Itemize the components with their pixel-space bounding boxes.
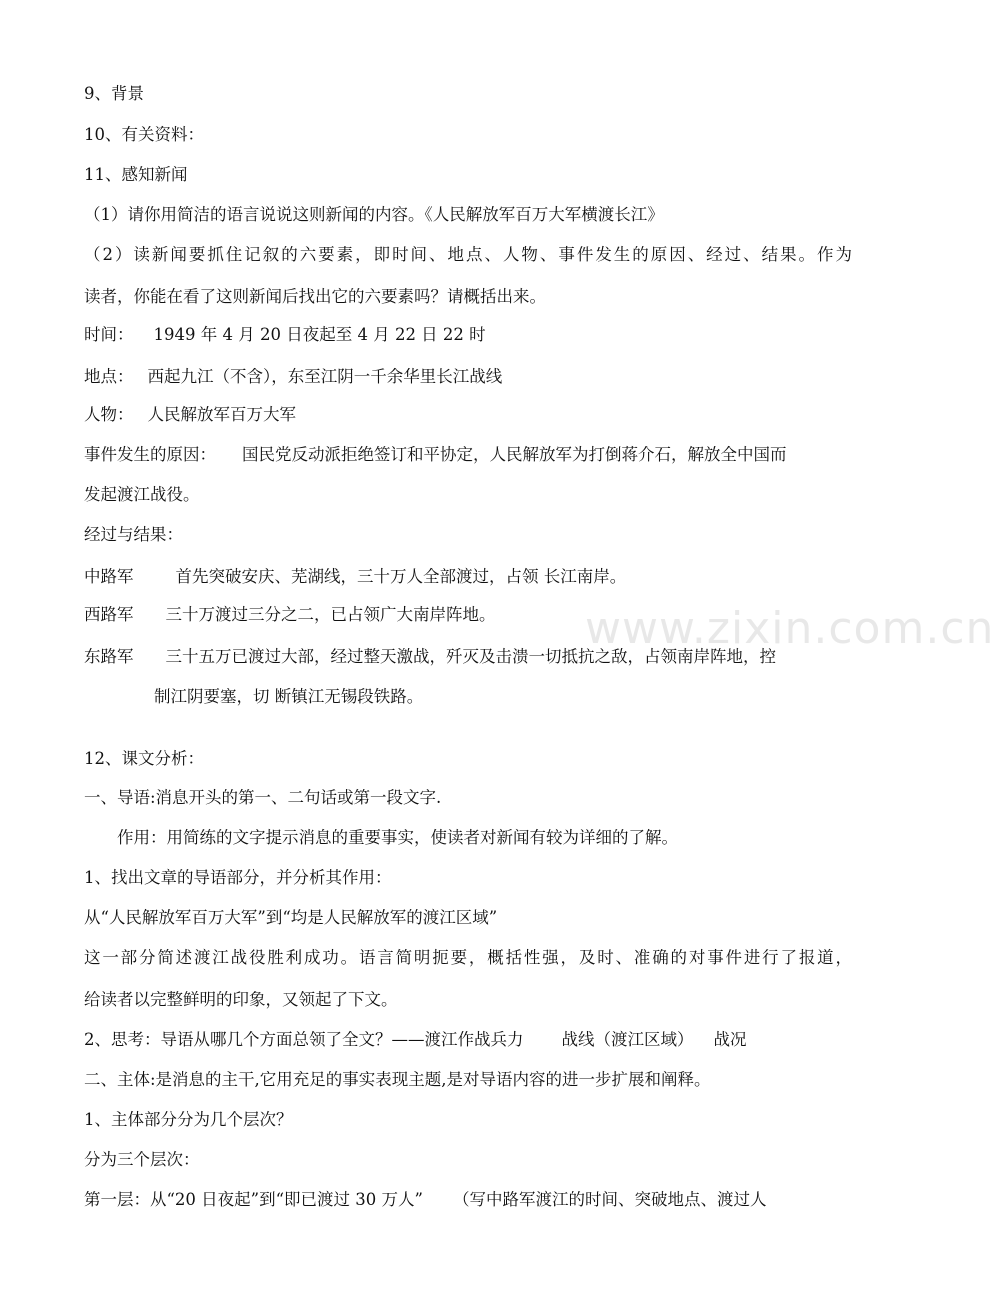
think-question-status: 战况 <box>713 1030 747 1049</box>
body-levels-question: 1、主体部分分为几个层次？ <box>84 1110 293 1129</box>
lead-definition: 一、导语:消息开头的第一、二句话或第一段文字. <box>84 788 442 807</box>
watermark: www.zixin.com.cn <box>585 603 994 654</box>
first-level-range: 第一层：从“20 日夜起”到“即已渡过 30 万人” <box>84 1190 423 1209</box>
task-find-lead: 1、找出文章的导语部分，并分析其作用： <box>84 868 392 887</box>
eastern-army-label: 东路军 <box>84 647 134 666</box>
heading-text-analysis: 12、课文分析： <box>84 749 204 768</box>
body-levels-answer: 分为三个层次： <box>84 1150 200 1169</box>
central-army-label: 中路军 <box>84 567 134 586</box>
lead-function: 作用：用简练的文字提示消息的重要事实，使读者对新闻有较为详细的了解。 <box>117 828 678 847</box>
people-row <box>84 405 296 425</box>
cause-label: 事件发生的原因： <box>84 445 216 464</box>
place-text: 西起九江（不含），东至江阴一千余华里长江战线 <box>147 367 503 386</box>
question-1: （1）请你用简洁的语言说说这则新闻的内容。《人民解放军百万大军横渡长江》 <box>84 205 664 224</box>
eastern-army-text: 三十五万已渡过大部，经过整天激战，歼灭及击溃一切抵抗之敌，占领南岸阵地，控 <box>165 647 776 666</box>
central-army-text: 首先突破安庆、芜湖线，三十万人全部渡过，占领 长江南岸。 <box>175 567 627 586</box>
lead-analysis-line-2: 给读者以完整鲜明的印象，又领起了下文。 <box>84 990 398 1009</box>
eastern-army-continued: 制江阴要塞，切 断镇江无锡段铁路。 <box>154 687 424 706</box>
central-army-row <box>84 567 626 587</box>
first-level-note: （写中路军渡江的时间、突破地点、渡过人 <box>452 1190 767 1209</box>
heading-background: 9、背景 <box>84 84 144 103</box>
heading-perceive-news: 11、感知新闻 <box>84 165 188 184</box>
western-army-row <box>84 605 496 625</box>
lead-analysis-line-1: 这一部分简述渡江战役胜利成功。语言简明扼要，概括性强，及时、准确的对事件进行了报道， <box>84 948 852 967</box>
question-2-line-1: （2）读新闻要抓住记叙的六要素，即时间、地点、人物、事件发生的原因、经过、结果。作为 <box>84 245 852 264</box>
first-level-row <box>84 1190 766 1210</box>
people-text: 人民解放军百万大军 <box>147 405 296 424</box>
western-army-text: 三十万渡过三分之二，已占领广大南岸阵地。 <box>165 605 496 624</box>
cause-row <box>84 445 787 465</box>
western-army-label: 西路军 <box>84 605 134 624</box>
time-text: 1949 年 4 月 20 日夜起至 4 月 22 日 22 时 <box>153 325 486 344</box>
lead-range: 从“人民解放军百万大军”到“均是人民解放军的渡江区域” <box>84 908 498 927</box>
time-label: 时间： <box>84 325 134 344</box>
time-row <box>84 325 486 345</box>
eastern-army-row <box>84 647 776 667</box>
question-2-line-2: 读者，你能在看了这则新闻后找出它的六要素吗？请概括出来。 <box>84 287 546 306</box>
people-label: 人物： <box>84 405 134 424</box>
think-question-text: 2、思考：导语从哪几个方面总领了全文？——渡江作战兵力 <box>84 1030 524 1049</box>
think-question-frontline: 战线（渡江区域） <box>561 1030 694 1049</box>
cause-text: 国民党反动派拒绝签订和平协定，人民解放军为打倒蒋介石，解放全中国而 <box>242 445 787 464</box>
place-row <box>84 367 502 387</box>
heading-related-materials: 10、有关资料： <box>84 125 204 144</box>
cause-continued: 发起渡江战役。 <box>84 485 200 504</box>
process-result-heading: 经过与结果： <box>84 525 183 544</box>
place-label: 地点： <box>84 367 134 386</box>
think-question-row <box>84 1030 747 1050</box>
body-definition: 二、主体:是消息的主干,它用充足的事实表现主题,是对导语内容的进一步扩展和阐释。 <box>84 1070 711 1089</box>
